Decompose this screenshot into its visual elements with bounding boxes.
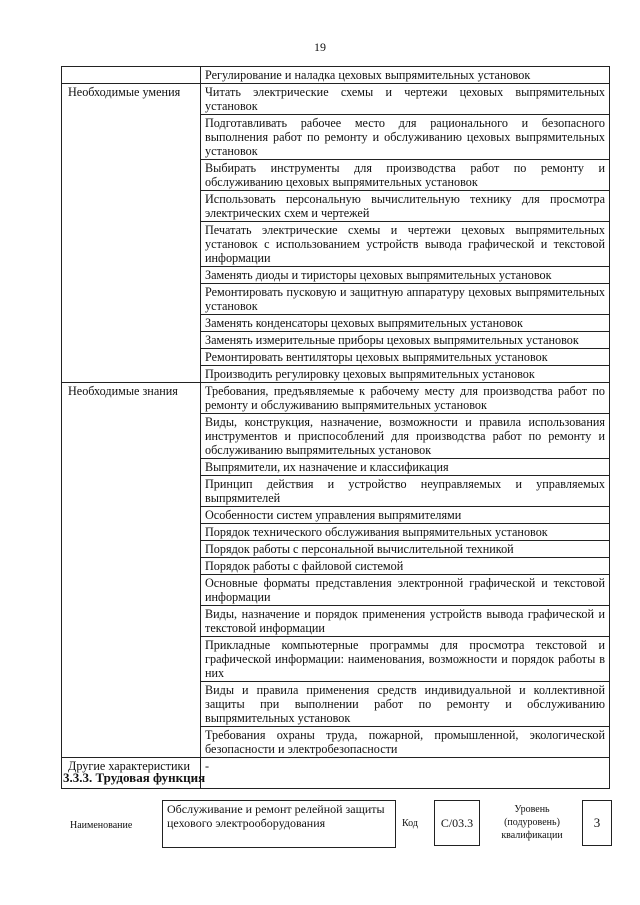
function-name-box: Обслуживание и ремонт релейной защиты цехового электрооборудования [162,800,396,848]
skills-item: Печатать электрические схемы и чертежи цеховых выпрямительных установок с использованием устройств вывода графической и текстовой информации [201,222,610,267]
knowledge-item: Основные форматы представления электронной графической и текстовой информации [201,575,610,606]
knowledge-item: Виды, назначение и порядок применения устройств вывода графической и текстовой информации [201,606,610,637]
labor-function-table [61,66,610,789]
knowledge-item: Виды, конструкция, назначение, возможности и правила использования инструментов и приспособлений для производства работ по ремонту и обслуживанию выпрямительных установок [201,414,610,459]
skills-item: Ремонтировать пусковую и защитную аппаратуру цеховых выпрямительных установок [201,284,610,315]
level-box [582,800,612,846]
knowledge-item: Прикладные компьютерные программы для просмотра текстовой и графической информации: наименования, возможности и порядок работы в них [201,637,610,682]
knowledge-item: Порядок технического обслуживания выпрямительных установок [201,524,610,541]
name-label: Наименование [70,820,133,831]
skills-item: Подготавливать рабочее место для рационального и безопасного выполнения работ по ремонту и обслуживанию цеховых выпрямительных установок [201,115,610,160]
knowledge-item: Особенности систем управления выпрямителями [201,507,610,524]
knowledge-item: Принцип действия и устройство неуправляемых и управляемых выпрямителей [201,476,610,507]
knowledge-item: Выпрямители, их назначение и классификация [201,459,610,476]
level-value: 3 [593,815,601,830]
other-label: Другие характеристики [62,758,201,789]
skills-item: Ремонтировать вентиляторы цеховых выпрямительных установок [201,349,610,366]
table-row [62,84,610,115]
knowledge-item: Виды и правила применения средств индивидуальной и коллективной защиты при выполнении работ по ремонту и обслуживанию выпрямительных установок [201,682,610,727]
skills-item: Заменять измерительные приборы цеховых выпрямительных установок [201,332,610,349]
skills-item: Заменять конденсаторы цеховых выпрямительных установок [201,315,610,332]
table-row [62,67,610,84]
skills-item: Читать электрические схемы и чертежи цеховых выпрямительных установок [201,84,610,115]
level-label: Уровень (подуровень) квалификации [501,804,563,841]
function-code-box [434,800,480,846]
skills-item: Производить регулировку цеховых выпрямительных установок [201,366,610,383]
skills-item: Выбирать инструменты для производства работ по ремонту и обслуживанию цеховых выпрямительных установок [201,160,610,191]
table-cell: Регулирование и наладка цеховых выпрямительных установок [201,67,610,84]
function-code: C/03.3 [440,816,474,830]
empty-label-cell [62,67,201,84]
knowledge-item: Порядок работы с файловой системой [201,558,610,575]
knowledge-item: Требования, предъявляемые к рабочему месту для производства работ по ремонту и обслуживанию выпрямительных установок [201,383,610,414]
skills-label: Необходимые умения [62,84,201,383]
page-number: 19 [314,40,326,54]
skills-item: Использовать персональную вычислительную технику для просмотра электрических схем и чертежей [201,191,610,222]
section-title: 3.3.3. Трудовая функция [63,770,206,785]
knowledge-item: Порядок работы с персональной вычислительной техникой [201,541,610,558]
knowledge-label: Необходимые знания [62,383,201,758]
knowledge-item: Требования охраны труда, пожарной, промышленной, экологической безопасности и электробезопасности [201,727,610,758]
code-label: Код [402,818,418,829]
skills-item: Заменять диоды и тиристоры цеховых выпрямительных установок [201,267,610,284]
other-value: - [201,758,610,789]
table-row [62,383,610,414]
